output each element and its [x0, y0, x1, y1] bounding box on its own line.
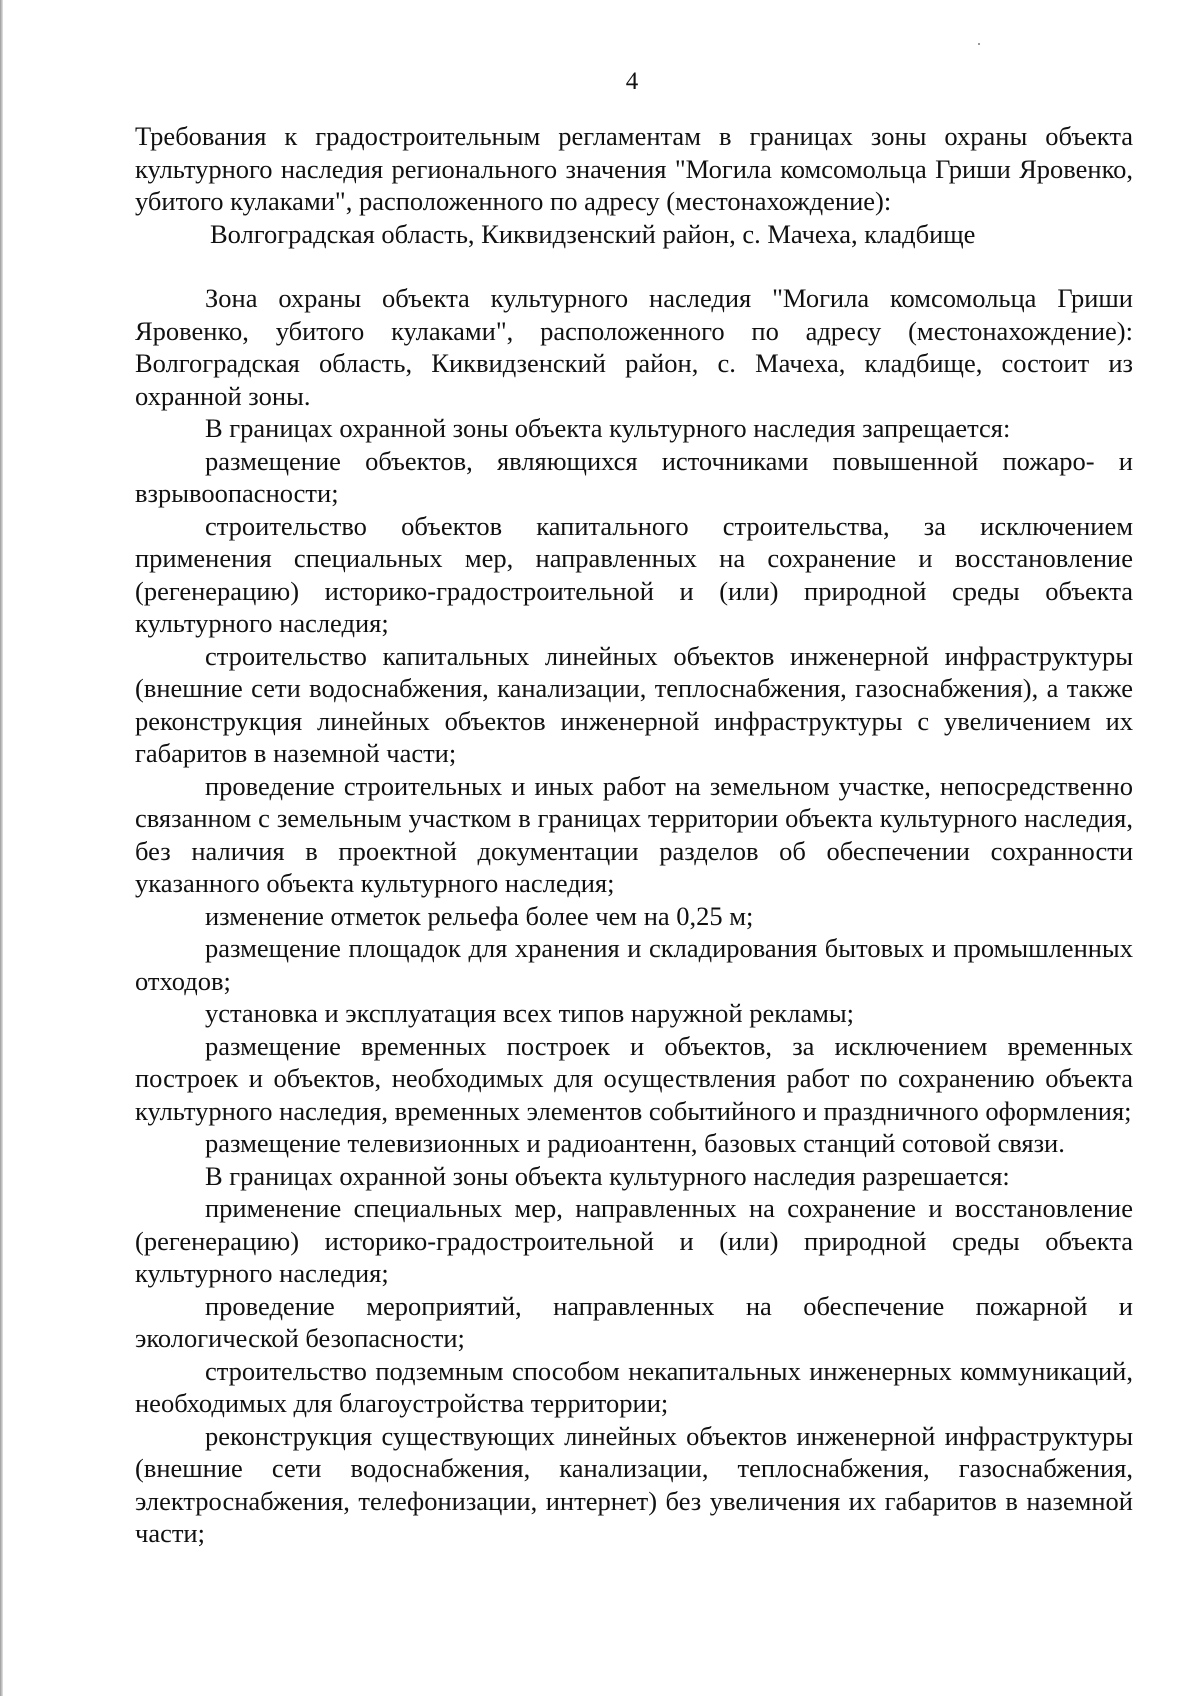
document-title-address: Волгоградская область, Киквидзенский район, с. Мачеха, кладбище [210, 218, 976, 249]
list-item-permitted: проведение мероприятий, направленных на обеспечение пожарной и экологической безопасности; [135, 1290, 1133, 1353]
list-item-prohibited: установка и эксплуатация всех типов наружной рекламы; [205, 998, 855, 1028]
list-item-permitted: строительство подземным способом некапитальных инженерных коммуникаций, необходимых для благоустройства территории; [135, 1355, 1133, 1418]
document-title: Требования к градостроительным регламентам в границах зоны охраны объекта культурного наследия регионального значения "Могила комсомольца Гриши Яровенко, убитого кулаками", расположенного по адресу (местонахождение): [135, 121, 1133, 216]
list-item-prohibited: строительство объектов капитального строительства, за исключением применения специальных мер, направленных на сохранение и восстановление (регенерацию) историко-градостроительной и (или) природной среды объекта культурного наследия; [135, 510, 1133, 638]
spacer [135, 250, 1133, 282]
scan-edge [0, 0, 3, 1696]
list-item-permitted: реконструкция существующих линейных объектов инженерной инфраструктуры (внешние сети водоснабжения, канализации, теплоснабжения, газоснабжения, электроснабжения, телефонизации, интернет) без увеличения их габаритов в наземной части; [135, 1420, 1133, 1548]
page-number: 4 [625, 68, 639, 95]
paragraph-zone-composition: Зона охраны объекта культурного наследия "Могила комсомольца Гриши Яровенко, убитого кулаками", расположенного по адресу (местонахождение): Волгоградская область, Киквидзенский район, с. Мачеха, кладбище, состоит из охранной зоны. [135, 283, 1133, 411]
list-item-prohibited: размещение объектов, являющихся источниками повышенной пожаро- и взрывоопасности; [135, 445, 1133, 508]
list-item-prohibited: размещение временных построек и объектов, за исключением временных построек и объектов, необходимых для осуществления работ по сохранению объекта культурного наследия, временных элементов событийного и праздничного оформления; [135, 1030, 1133, 1126]
document-body [135, 120, 1133, 1550]
paragraph-prohibited-heading: В границах охранной зоны объекта культурного наследия запрещается: [205, 413, 1011, 443]
paragraph-permitted-heading: В границах охранной зоны объекта культурного наследия разрешается: [205, 1160, 1010, 1191]
scan-speck [978, 43, 980, 45]
list-item-permitted: применение специальных мер, направленных на сохранение и восстановление (регенерацию) историко-градостроительной и (или) природной среды объекта культурного наследия; [135, 1193, 1133, 1288]
list-item-prohibited: размещение телевизионных и радиоантенн, базовых станций сотовой связи. [205, 1128, 1065, 1158]
list-item-prohibited: размещение площадок для хранения и складирования бытовых и промышленных отходов; [135, 933, 1133, 996]
list-item-prohibited: изменение отметок рельефа более чем на 0,25 м; [205, 900, 754, 931]
list-item-prohibited: проведение строительных и иных работ на земельном участке, непосредственно связанном с земельным участком в границах территории объекта культурного наследия, без наличия в проектной документации разделов об обеспечении сохранности указанного объекта культурного наследия; [135, 770, 1133, 898]
list-item-prohibited: строительство капитальных линейных объектов инженерной инфраструктуры (внешние сети водоснабжения, канализации, теплоснабжения, газоснабжения), а также реконструкция линейных объектов инженерной инфраструктуры с увеличением их габаритов в наземной части; [135, 640, 1133, 768]
